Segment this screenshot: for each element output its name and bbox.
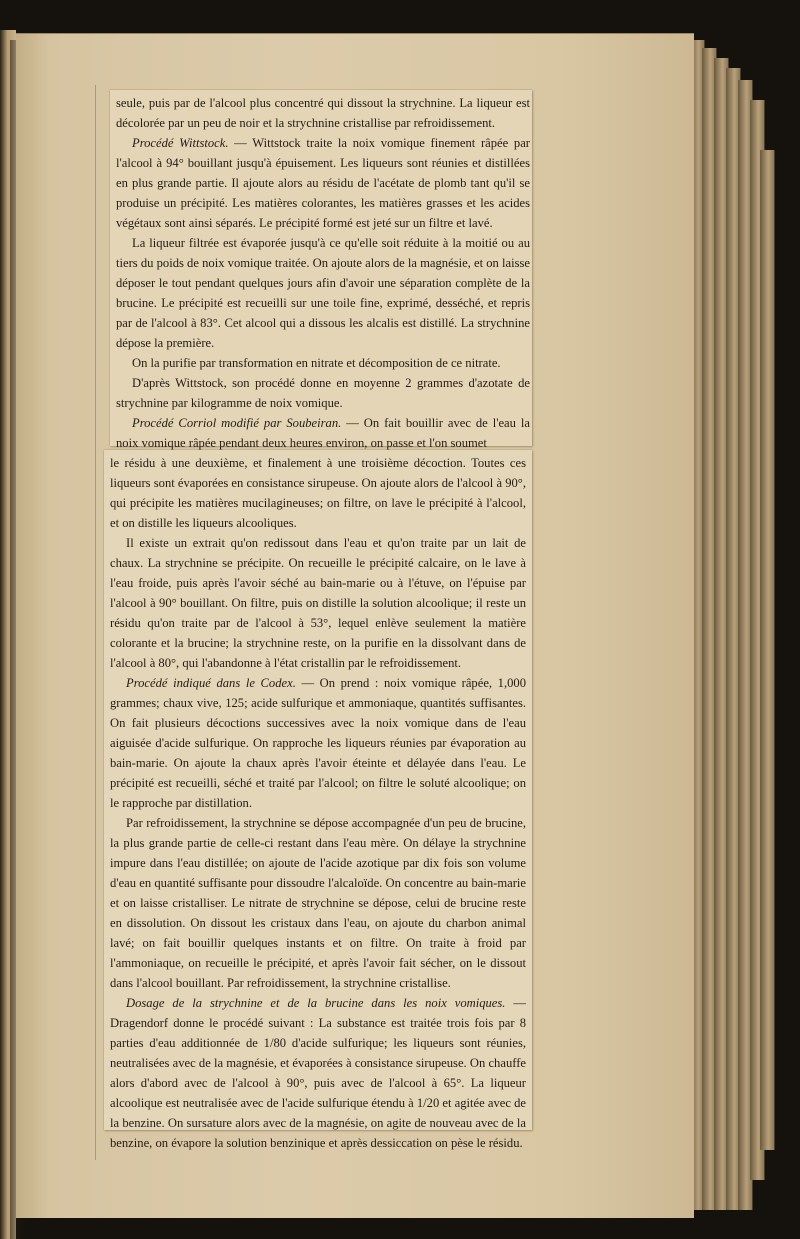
section-title: Procédé Wittstock.	[132, 136, 229, 150]
paragraph-text: — Wittstock traite la noix vomique finement râpée par l'alcool à 94° bouillant jusqu'à épuisement. Les liqueurs sont réunies et distillées en plus grande partie. Il ajoute alors au résidu de l'acétate de plomb tant qu'il se produise un précipité. Les matières colorantes, les matières grasses et les acides végétaux sont ainsi séparés. Le précipité formé est jeté sur un filtre et lavé.	[116, 136, 530, 230]
paragraph	[110, 993, 526, 1153]
paragraph-text: — On prend : noix vomique râpée, 1,000 grammes; chaux vive, 125; acide sulfurique et ammoniaque, quantités suffisantes. On fait plusieurs décoctions successives avec la noix vomique dans de l'eau aiguisée d'acide sulfurique. On rapproche les liqueurs réunies par évaporation au bain-marie. On ajoute la chaux après l'avoir éteinte et délayée dans l'eau. Le précipité est recueilli, séché et traité par l'alcool; on filtre le soluté alcoolique; on le rapproche par distillation.	[110, 676, 526, 810]
section-title: Procédé Corriol modifié par Soubeiran.	[132, 416, 342, 430]
paragraph-text: — Dragendorf donne le procédé suivant : La substance est traitée trois fois par 8 parties d'eau additionnée de 1/80 d'acide sulfurique; les liqueurs sont réunies, neutralisées avec de la magnésie, et évaporées à consistance sirupeuse. On chauffe alors d'abord avec de l'alcool à 90°, puis avec de l'alcool à 65°. La liqueur alcoolique est neutralisée avec de l'acide sulfurique étendu à 1/20 et agitée avec de la benzine. On sursature alors avec de la magnésie, on agite de nouveau avec de la benzine, on évapore la solution benzinique et après dessiccation on pèse le résidu.	[110, 996, 526, 1150]
paragraph	[116, 133, 530, 233]
paragraph: Il existe un extrait qu'on redissout dans l'eau et qu'on traite par un lait de chaux. La strychnine se précipite. On recueille le précipité calcaire, on le lave à l'eau froide, puis après l'avoir séché au bain-marie ou à l'étuve, on l'épuise par l'alcool à 90° bouillant. On filtre, puis on distille la solution alcoolique; il reste un résidu qu'on traite par de l'alcool à 53°, lequel enlève seulement la matière colorante et la brucine; la strychnine reste, on la purifie en la dissolvant dans de l'alcool à 80°, qui l'abandonne à l'état cristallin par le refroidissement.	[110, 536, 526, 670]
paragraph: La liqueur filtrée est évaporée jusqu'à ce qu'elle soit réduite à la moitié ou au tiers du poids de noix vomique traitée. On ajoute alors de la magnésie, et on laisse déposer le tout pendant quelques jours afin d'avoir une séparation complète de la brucine. Le précipité est recueilli sur une toile fine, exprimé, desséché, et repris par de l'alcool à 83°. Cet alcool qui a dissous les alcalis est distillé. La strychnine dépose la première.	[116, 236, 530, 350]
paragraph	[110, 673, 526, 813]
paragraph: Par refroidissement, la strychnine se dépose accompagnée d'un peu de brucine, la plus grande partie de celle-ci restant dans l'eau mère. On délaye la strychnine impure dans l'eau distillée; on ajoute de l'acide azotique par dix fois son volume d'eau en quantité suffisante pour dissoudre l'alcaloïde. On concentre au bain-marie et on laisse cristalliser. Le nitrate de strychnine se dépose, celui de brucine reste en dissolution. On dissout les cristaux dans l'eau, on ajoute du charbon animal lavé; on fait bouillir quelques instants et on filtre. On traite à froid par l'ammoniaque, on recueille le précipité, et après l'avoir fait sécher, on le dissout dans l'alcool bouillant. Par refroidissement, la strychnine cristallise.	[110, 816, 526, 990]
paragraph: seule, puis par de l'alcool plus concentré qui dissout la strychnine. La liqueur est décolorée par un peu de noir et la strychnine cristallise par refroidissement.	[116, 96, 530, 130]
section-title: Dosage de la strychnine et de la brucine dans les noix vomiques.	[126, 996, 506, 1010]
lower-text-column	[110, 453, 526, 1153]
margin-rule	[95, 85, 96, 1160]
section-title: Procédé indiqué dans le Codex.	[126, 676, 296, 690]
paragraph: le résidu à une deuxième, et finalement à une troisième décoction. Toutes ces liqueurs sont évaporées en consistance sirupeuse. On ajoute alors de l'alcool à 90°, qui précipite les matières mucilagineuses; on filtre, on lave le précipité à l'alcool, et on distille les liqueurs alcooliques.	[110, 456, 526, 530]
upper-text-column	[116, 93, 530, 453]
paragraph: D'après Wittstock, son procédé donne en moyenne 2 grammes d'azotate de strychnine par kilogramme de noix vomique.	[116, 376, 530, 410]
paragraph-text: — On fait bouillir avec de l'eau la noix vomique râpée pendant deux heures environ, on passe et l'on soumet	[116, 416, 530, 450]
paragraph	[116, 413, 530, 453]
page-edges	[690, 40, 780, 1210]
paragraph: On la purifie par transformation en nitrate et décomposition de ce nitrate.	[132, 356, 501, 370]
